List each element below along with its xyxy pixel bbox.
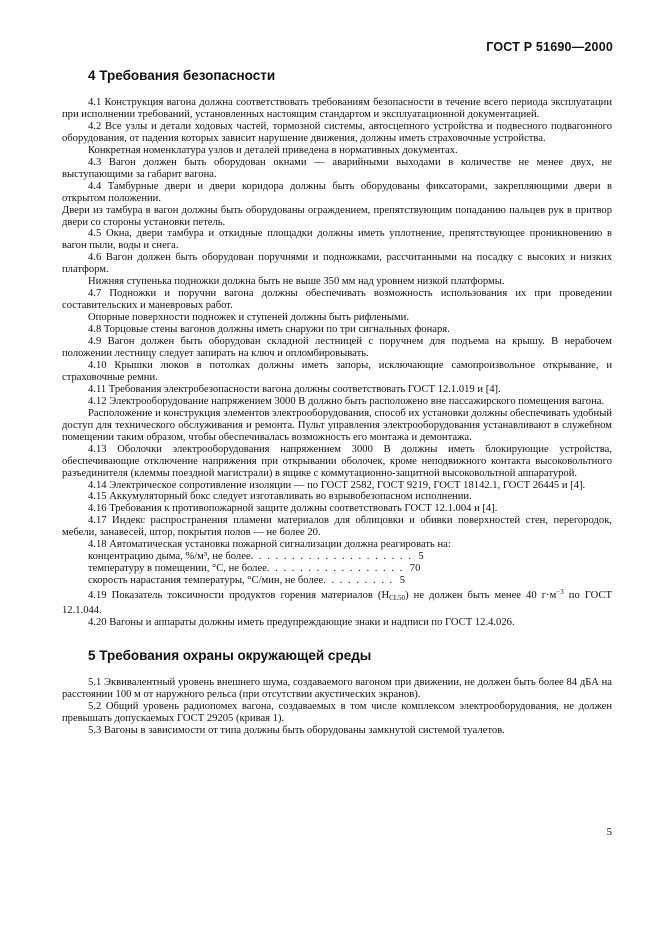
leader-dots: . . . . . . . . . . . . . . . . . — [266, 563, 404, 575]
leader-dots: . . . . . . . . . . . . . . . . . . . . — [250, 551, 413, 563]
paragraph-4-12-layout: Расположение и конструкция элементов электрооборудования, способ их установки должны обеспечивать удобный доступ для технического обслуживания и ремонта. Пульт управления электрооборудования устанавливают в служебном помещении таким образом, чтобы обеспечивалась возможность его монтажа и демонтажа. — [62, 407, 612, 443]
alarm-row-label: концентрацию дыма, %/м³, не более — [88, 551, 251, 563]
paragraph-4-7: 4.7 Подножки и поручни вагона должны обеспечивать возможность использования их при проведении составительских и маневровых работ. — [62, 288, 612, 312]
paragraph-4-20: 4.20 Вагоны и аппараты должны иметь предупреждающие знаки и надписи по ГОСТ 12.4.026. — [88, 616, 515, 628]
alarm-row-value: 5 — [418, 551, 424, 563]
superscript: −3 — [556, 588, 564, 597]
subscript: CL50 — [389, 594, 406, 603]
paragraph-4-6-step: Нижняя ступенька подножки должна быть не выше 350 мм над уровнем низкой платформы. — [88, 276, 505, 288]
paragraph-4-8: 4.8 Торцовые стены вагонов должны иметь снаружи по три сигнальных фонаря. — [88, 324, 450, 336]
page-number: 5 — [606, 826, 612, 838]
paragraph-4-6: 4.6 Вагон должен быть оборудован поручнями и подножками, рассчитанными на посадку с высоких и низких платформ. — [62, 252, 612, 276]
paragraph-4-9: 4.9 Вагон должен быть оборудован складной лестницей с поручнем для подъема на крышу. В нерабочем положении лестницу следует запирать на ключ и опломбировывать. — [62, 336, 612, 360]
alarm-row-value: 70 — [409, 563, 421, 575]
paragraph-4-2: 4.2 Все узлы и детали ходовых частей, тормозной системы, автосцепного устройства и подвесного подвагонного оборудования, от падения которых зависит нарушение движения, должны иметь страховочные устройства. — [62, 120, 612, 144]
paragraph-4-15: 4.15 Аккумуляторный бокс следует изготавливать во взрывобезопасном исполнении. — [88, 491, 472, 503]
alarm-row-smoke — [62, 551, 612, 563]
alarm-row-label: скорость нарастания температуры, °С/мин, не более — [88, 575, 324, 587]
paragraph-4-1: 4.1 Конструкция вагона должна соответствовать требованиям безопасности в течение всего периода эксплуатации при исполнении требований, установленных настоящим стандартом и эксплуатационной документацией. — [62, 97, 612, 120]
document-code: ГОСТ Р 51690—2000 — [486, 40, 613, 54]
paragraph-4-5: 4.5 Окна, двери тамбура и откидные площадки должны иметь уплотнение, препятствующее проникновению в вагон пыли, воды и снега. — [62, 228, 612, 252]
paragraph-4-7-surfaces: Опорные поверхности подножек и ступеней должны быть рифлеными. — [88, 312, 409, 324]
alarm-row-rate — [62, 575, 612, 587]
paragraph-4-19 — [62, 587, 612, 617]
alarm-row-value: 5 — [399, 575, 405, 587]
text-run: по ГОСТ 12.1.044. — [62, 590, 613, 617]
paragraph-4-12: 4.12 Электрооборудование напряжением 3000 В должно быть расположено вне пассажирского помещения вагона. — [88, 395, 605, 407]
section-5-title: 5 Требования охраны окружающей среды — [88, 647, 372, 663]
page-content — [62, 68, 612, 737]
text-run: ) не должен быть менее 40 г·м — [405, 590, 557, 602]
paragraph-4-2-note: Конкретная номенклатура узлов и деталей приведена в нормативных документах. — [88, 144, 458, 156]
paragraph-4-4-doors: Двери из тамбура в вагон должны быть оборудованы ограждением, препятствующим попаданию пальцев рук в притвор двери со стороны установки петель. — [62, 204, 612, 228]
section-4-title: 4 Требования безопасности — [88, 68, 276, 83]
paragraph-4-4: 4.4 Тамбурные двери и двери коридора должны быть оборудованы фиксаторами, закрепляющими двери в открытом положении. — [62, 180, 612, 204]
paragraph-4-18: 4.18 Автоматическая установка пожарной сигнализации должна реагировать на: — [88, 539, 451, 551]
paragraph-4-3: 4.3 Вагон должен быть оборудован окнами — аварийными выходами в количестве не менее двух, не выступающими за габарит вагона. — [62, 156, 612, 180]
alarm-row-label: температуру в помещении, °С, не более — [88, 563, 267, 575]
paragraph-4-17: 4.17 Индекс распространения пламени материалов для облицовки и обивки поверхностей стен, перегородок, мебели, занавесей, штор, покрытия полов — не более 20. — [62, 515, 612, 539]
paragraph-4-16: 4.16 Требования к противопожарной защите должны соответствовать ГОСТ 12.1.004 и [4]. — [88, 503, 498, 515]
alarm-row-temperature — [62, 563, 612, 575]
leader-dots: . . . . . . . . . — [323, 575, 394, 587]
paragraph-4-14: 4.14 Электрическое сопротивление изоляции — по ГОСТ 2582, ГОСТ 9219, ГОСТ 18142.1, ГОСТ 26445 и [4]. — [88, 479, 586, 491]
paragraph-4-11: 4.11 Требования электробезопасности вагона должны соответствовать ГОСТ 12.1.019 и [4]. — [88, 383, 501, 395]
paragraph-5-3: 5.3 Вагоны в зависимости от типа должны быть оборудованы замкнутой системой туалетов. — [88, 724, 505, 736]
paragraph-5-2: 5.2 Общий уровень радиопомех вагона, создаваемых в том числе комплексом электрооборудования, не должен превышать допускаемых ГОСТ 29205 (кривая 1). — [62, 700, 612, 724]
paragraph-4-10: 4.10 Крышки люков в потолках должны иметь запоры, исключающие самопроизвольное открывание, и страховочные ремни. — [62, 359, 612, 383]
paragraph-4-13: 4.13 Оболочки электрооборудования напряжением 3000 В должны иметь блокирующие устройства, обеспечивающие отключение напряжения при открывании оболочек, кроме неподвижного контакта высоковольтного разъединителя (клеммы поездной магистрали) в ящике с коммутационно-защитной высоковольтной аппаратурой. — [62, 443, 612, 479]
paragraph-5-1: 5.1 Эквивалентный уровень внешнего шума, создаваемого вагоном при движении, не должен быть более 84 дБА на расстоянии 100 м от наружного рельса (при отсутствии акустических экранов). — [62, 676, 612, 700]
text-run: 4.19 Показатель токсичности продуктов горения материалов (H — [88, 590, 390, 602]
